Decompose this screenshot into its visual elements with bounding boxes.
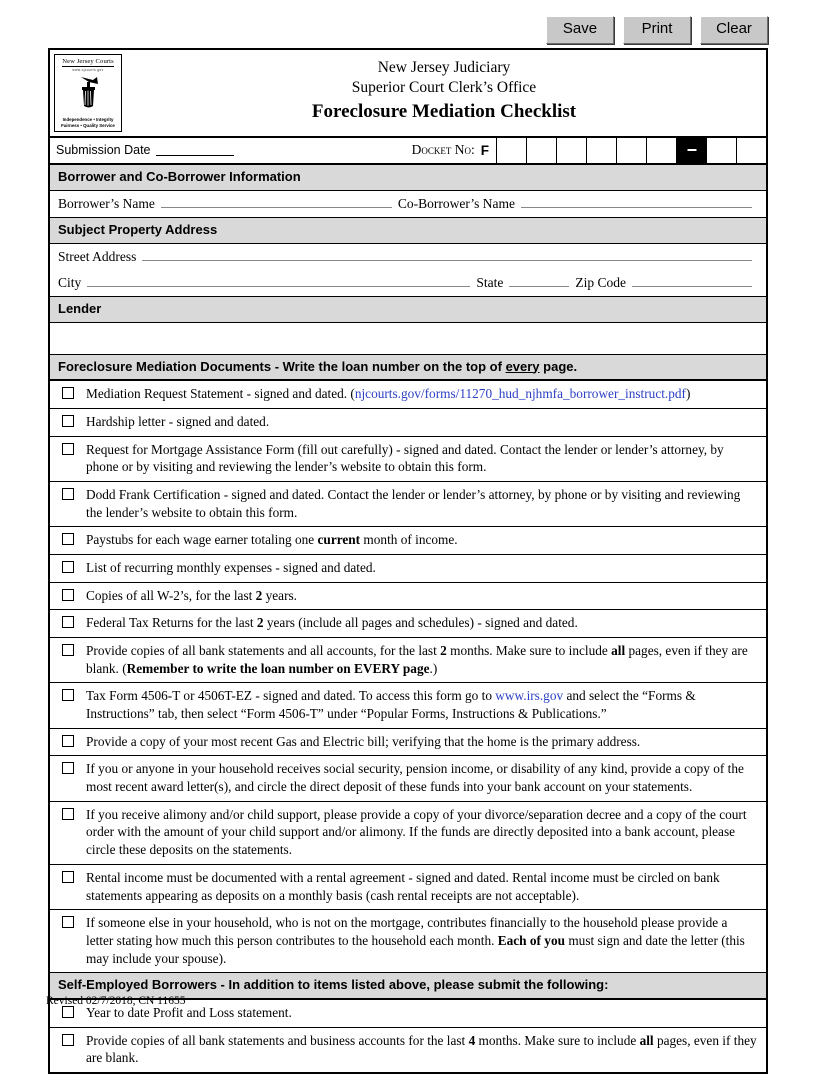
docket-cell[interactable]	[736, 138, 766, 163]
checklist-item-text: Rental income must be documented with a rental agreement - signed and dated. Rental income must be circled on bank statements appearing as deposits on a monthly basis (cash rental receipts are not acceptable).	[86, 869, 720, 903]
clear-button[interactable]: Clear	[700, 16, 768, 44]
checkbox[interactable]	[62, 1006, 74, 1018]
checkbox[interactable]	[62, 735, 74, 747]
street-address-row	[50, 244, 766, 270]
docket-number-label: Docket No:	[411, 142, 475, 158]
docket-prefix: F	[480, 142, 489, 158]
checklist-item-text: Dodd Frank Certification - signed and dated. Contact the lender or lender’s attorney, by phone or by visiting and reviewing the lender’s website to obtain this form.	[86, 487, 741, 520]
checkbox[interactable]	[62, 808, 74, 820]
lender-input-row[interactable]	[50, 323, 766, 354]
checklist-row	[50, 682, 766, 727]
logo-tagline-line2: Fairness • Quality Service	[61, 122, 115, 128]
submission-date-input[interactable]	[156, 144, 234, 156]
section-header-self-employed: Self-Employed Borrowers - In addition to items listed above, please submit the following:	[50, 972, 766, 999]
checkbox[interactable]	[62, 488, 74, 500]
agency-line: New Jersey Judiciary	[377, 59, 511, 76]
emphasis-text: Each of you	[497, 932, 565, 948]
emphasis-text: all	[639, 1032, 654, 1048]
docket-number-label-group	[412, 138, 496, 163]
checklist-item-text: Request for Mortgage Assistance Form (fill out carefully) - signed and dated. Contact the lender or lender’s attorney, by phone or by visiting and reviewing the lender’s website to obtain this form.	[86, 441, 724, 475]
checkbox[interactable]	[62, 871, 74, 883]
emphasis-text: all	[611, 643, 626, 659]
checklist-item-text: Tax Form 4506-T or 4506T-EZ - signed and dated. To access this form go to www.irs.gov and select the “Forms & Instructions” tab, then select “Form 4506-T” under “Popular Forms, Instructions & Publications.”	[86, 688, 696, 722]
docket-cell[interactable]	[556, 138, 586, 163]
docket-dash-cell	[676, 138, 706, 163]
docket-cell[interactable]	[616, 138, 646, 163]
street-address-label: Street Address	[58, 248, 137, 264]
checkbox[interactable]	[62, 589, 74, 601]
submission-date-field	[50, 138, 234, 163]
checklist-row	[50, 1027, 766, 1072]
self-employed-checklist	[50, 999, 766, 1072]
logo-tagline-line1: Independence • Integrity	[62, 116, 114, 122]
checklist-row	[50, 728, 766, 756]
checklist-item-text: Paystubs for each wage earner totaling one current month of income.	[86, 532, 458, 548]
borrower-name-input[interactable]	[161, 195, 392, 208]
logo-url: www.njcourts.gov	[72, 68, 104, 72]
documents-heading-part2: page.	[539, 358, 578, 374]
checklist-row	[50, 554, 766, 582]
zip-code-label: Zip Code	[575, 274, 626, 290]
form-toolbar	[546, 16, 768, 44]
scales-and-column-icon	[73, 72, 103, 117]
checklist-row	[50, 436, 766, 481]
logo-tagline	[61, 117, 115, 129]
checklist-item-text: If you receive alimony and/or child support, please provide a copy of your divorce/separation decree and a copy of the court order with the amount of your child support and/or alimony. If the funds are directly deposited into a bank account, please circle these deposits on the statements.	[86, 806, 747, 858]
emphasis-text: current	[317, 532, 361, 548]
checklist-row	[50, 609, 766, 637]
docket-cell[interactable]	[586, 138, 616, 163]
docket-cell[interactable]	[496, 138, 526, 163]
revision-footer: Revised 02/7/2018, CN 11655	[46, 995, 186, 1007]
checklist-item-text: Provide copies of all bank statements and business accounts for the last 4 months. Make sure to include all pages, even if they are blank.	[86, 1032, 757, 1066]
external-link[interactable]: njcourts.gov/forms/11270_hud_njhmfa_borrower_instruct.pdf	[354, 386, 686, 402]
docket-cell[interactable]	[526, 138, 556, 163]
checklist-item-text: Provide copies of all bank statements and all accounts, for the last 2 months. Make sure to include all pages, even if they are blank. (Remember to write the loan number on EVERY page.)	[86, 643, 748, 676]
checkbox[interactable]	[62, 1034, 74, 1046]
docket-cell[interactable]	[706, 138, 736, 163]
checklist-item-text: Mediation Request Statement - signed and dated. (njcourts.gov/forms/11270_hud_njhmfa_borrower_instruct.pdf)	[86, 386, 691, 402]
checklist-item-text: Hardship letter - signed and dated.	[86, 414, 270, 430]
checkbox[interactable]	[62, 533, 74, 545]
checkbox[interactable]	[62, 387, 74, 399]
checkbox[interactable]	[62, 561, 74, 573]
form-masthead	[50, 50, 766, 138]
docket-row	[50, 138, 766, 165]
borrower-name-label: Borrower’s Name	[58, 195, 155, 211]
checklist-row	[50, 381, 766, 408]
checkbox[interactable]	[62, 762, 74, 774]
nj-courts-logo	[54, 54, 122, 132]
page-title: Foreclosure Mediation Checklist	[311, 101, 577, 123]
checklist-row	[50, 408, 766, 436]
external-link[interactable]: www.irs.gov	[495, 688, 564, 704]
section-header-borrower: Borrower and Co-Borrower Information	[50, 165, 766, 191]
checkbox[interactable]	[62, 689, 74, 701]
documents-heading-part1: Foreclosure Mediation Documents - Write the loan number on the top of	[58, 358, 506, 374]
checkbox[interactable]	[62, 443, 74, 455]
checklist-item-text: Copies of all W-2’s, for the last 2 years.	[86, 587, 297, 603]
documents-heading-emphasis: every	[505, 358, 540, 374]
checklist-item-text: Year to date Profit and Loss statement.	[86, 1005, 292, 1021]
checkbox[interactable]	[62, 916, 74, 928]
city-input[interactable]	[87, 274, 470, 287]
foreclosure-mediation-form	[48, 48, 768, 1074]
checklist-item-text: Provide a copy of your most recent Gas and Electric bill; verifying that the home is the primary address.	[86, 733, 641, 749]
street-address-input[interactable]	[142, 248, 752, 261]
checklist-row	[50, 864, 766, 909]
emphasis-text: Remember to write the loan number on EVERY page	[126, 660, 430, 676]
checklist-row	[50, 526, 766, 554]
emphasis-text: 2	[440, 643, 447, 659]
emphasis-text: 4	[468, 1032, 476, 1048]
checklist-row	[50, 582, 766, 610]
checklist-row	[50, 481, 766, 526]
borrower-names-row	[50, 191, 766, 217]
checklist-item-text: If you or anyone in your household receives social security, pension income, or disability of any kind, provide a copy of the most recent award letter(s), and circle the direct deposit of these funds into your bank account on your statements.	[86, 761, 744, 795]
checklist-item-text: If someone else in your household, who is not on the mortgage, contributes financially to the household please provide a letter stating how much this person contributes to the household each month. Each of you must sign and date the letter (this may include your spouse).	[86, 915, 745, 966]
submission-date-label: Submission Date	[56, 143, 151, 158]
save-button[interactable]: Save	[546, 16, 614, 44]
coborrower-name-input[interactable]	[521, 195, 752, 208]
state-input[interactable]	[509, 274, 569, 287]
documents-checklist	[50, 380, 766, 972]
checklist-item-text: Federal Tax Returns for the last 2 years (include all pages and schedules) - signed and dated.	[86, 615, 578, 631]
print-button[interactable]: Print	[623, 16, 691, 44]
logo-title: New Jersey Courts	[62, 58, 114, 65]
checkbox[interactable]	[62, 644, 74, 656]
section-header-property: Subject Property Address	[50, 217, 766, 244]
state-label: State	[476, 274, 504, 290]
emphasis-text: 2	[255, 587, 263, 603]
city-label: City	[58, 274, 82, 290]
docket-number-cells	[496, 138, 766, 163]
checkbox[interactable]	[62, 616, 74, 628]
section-header-lender: Lender	[50, 296, 766, 323]
zip-code-input[interactable]	[632, 274, 752, 287]
docket-cell[interactable]	[646, 138, 676, 163]
section-header-documents	[50, 354, 766, 381]
emphasis-text: 2	[256, 615, 264, 631]
checklist-row	[50, 755, 766, 800]
city-state-zip-row	[50, 270, 766, 296]
form-title-block	[122, 50, 766, 136]
coborrower-name-label: Co-Borrower’s Name	[397, 195, 515, 211]
checkbox[interactable]	[62, 415, 74, 427]
checklist-row	[50, 801, 766, 864]
checklist-row	[50, 637, 766, 682]
checklist-item-text: List of recurring monthly expenses - signed and dated.	[86, 560, 376, 576]
office-line: Superior Court Clerk’s Office	[351, 79, 537, 97]
checklist-row	[50, 909, 766, 972]
